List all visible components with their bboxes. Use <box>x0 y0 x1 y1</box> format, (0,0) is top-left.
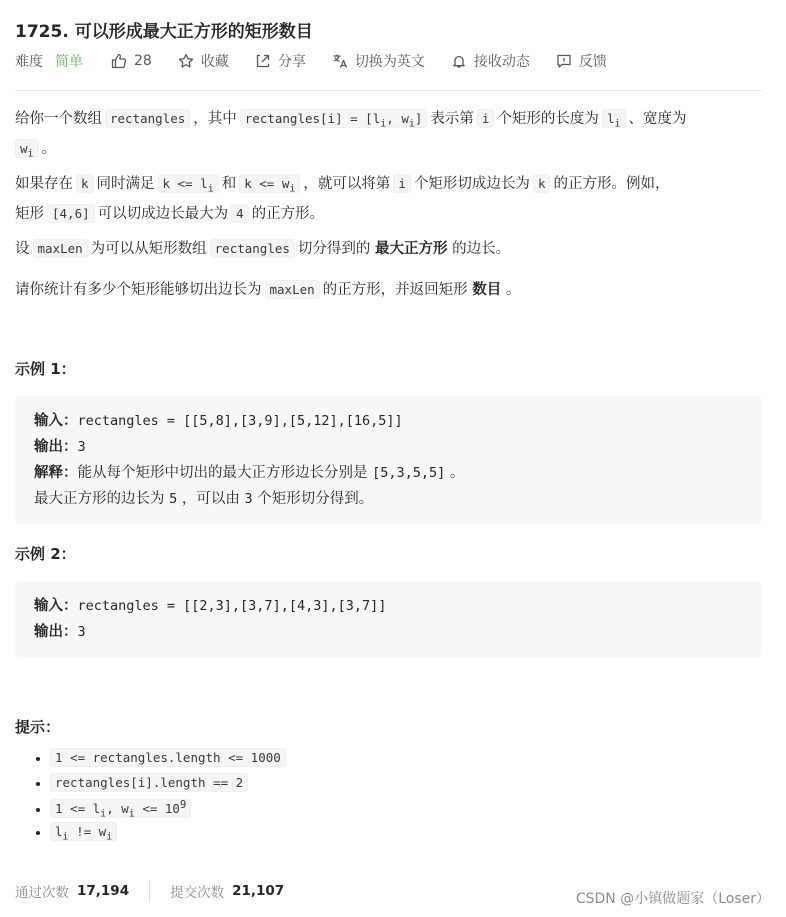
constraint-item: • rectangles[i].length == 2 <box>50 775 286 800</box>
subscribe-button[interactable] <box>451 51 530 71</box>
description-paragraph-1: 给你一个数组 rectangles ，其中 rectangles[i] = [$l_i$, $w_i$] 表示第 i 个矩形的长度为 $l_i$ 、宽度为 $w_i$ 。 <box>15 111 687 159</box>
constraints-list <box>30 750 286 848</box>
feedback-label: 反馈 <box>578 54 607 70</box>
constraint-item: • $1 <= l_i$, $w_i <= 10^9$ <box>50 799 286 824</box>
code-rectangles: rectangles <box>105 109 190 128</box>
strong-max-square: 最大正方形 <box>375 241 448 257</box>
example-2-input: 输入：rectangles = [[2,3],[3,7],[4,3],[3,7]] <box>34 598 387 614</box>
submitted-count: 21,107 <box>232 883 285 899</box>
accepted-label: 通过次数 <box>15 885 69 901</box>
example-2-block <box>15 581 762 657</box>
problem-title: 1725. 可以形成最大正方形的矩形数目 <box>15 22 313 42</box>
code-k-le-li: $k <= l_i$ <box>158 174 219 193</box>
favorite-button[interactable] <box>178 51 229 71</box>
constraint-item: • 1 <= rectangles.length <= 1000 <box>50 750 286 775</box>
feedback-icon <box>556 53 572 69</box>
strong-count: 数目 <box>472 282 502 298</box>
code-i: i <box>477 109 495 128</box>
header-divider <box>15 90 762 91</box>
code-rectangles-i: rectangles[i] = [$l_i$, $w_i$] <box>240 109 428 128</box>
constraints-title: 提示： <box>15 718 61 736</box>
csdn-watermark: CSDN @小镇做题家（Loser） <box>575 891 770 907</box>
code-k-le-wi: $k <= w_i$ <box>239 174 300 193</box>
description-paragraph-4: 请你统计有多少个矩形能够切出边长为 maxLen 的正方形，并返回矩形 数目 。 <box>15 282 521 298</box>
share-button[interactable] <box>255 51 306 71</box>
translate-label: 切换为英文 <box>354 54 425 70</box>
thumbs-up-icon <box>111 53 127 69</box>
code-maxlen: maxLen <box>265 280 320 299</box>
accepted-count: 17,194 <box>77 883 130 899</box>
description-paragraph-3: 设 maxLen 为可以从矩形数组 rectangles 切分得到的 最大正方形 的边长。 <box>15 241 511 257</box>
submission-stats <box>15 880 284 902</box>
code-k: k <box>533 174 551 193</box>
difficulty-value: 简单 <box>55 54 83 70</box>
code-wi: $w_i$ <box>15 139 39 158</box>
like-button[interactable] <box>111 53 152 69</box>
favorite-label: 收藏 <box>200 54 229 70</box>
code-example-rect: [4,6] <box>47 204 95 223</box>
feedback-button[interactable] <box>556 51 607 71</box>
like-count: 28 <box>134 53 152 69</box>
example-1-explanation: 解释：能从每个矩形中切出的最大正方形边长分别是 [5,3,5,5] 。 <box>34 465 465 481</box>
difficulty-label: 难度 <box>15 54 43 70</box>
constraint-item: • $l_i$ != $w_i$ <box>50 824 286 849</box>
code-li: $l_i$ <box>602 109 626 128</box>
example-2-title: 示例 2： <box>15 545 76 563</box>
example-1-title: 示例 1： <box>15 360 76 378</box>
code-maxlen: maxLen <box>33 239 88 258</box>
example-1-input: 输入：rectangles = [[5,8],[3,9],[5,12],[16,5]] <box>34 413 403 429</box>
translate-icon <box>332 53 348 69</box>
share-icon <box>255 53 271 69</box>
subscribe-label: 接收动态 <box>473 54 530 70</box>
example-1-output: 输出：3 <box>34 439 86 455</box>
stats-divider <box>149 880 150 902</box>
translate-button[interactable] <box>332 51 425 71</box>
share-label: 分享 <box>277 54 306 70</box>
code-i: i <box>393 174 411 193</box>
description-paragraph-2: 如果存在 k 同时满足 $k <= l_i$ 和 $k <= w_i$ ，就可以将第 i 个矩形切成边长为 k 的正方形。例如， 矩形 [4,6] 可以切成边长最大为 4 的正方形。 <box>15 176 670 222</box>
code-4: 4 <box>231 204 249 223</box>
example-1-block <box>15 396 762 524</box>
problem-toolbar <box>15 50 633 72</box>
code-k: k <box>76 174 94 193</box>
bell-icon <box>451 53 467 69</box>
submitted-label: 提交次数 <box>170 885 225 901</box>
star-icon <box>178 53 194 69</box>
code-rectangles: rectangles <box>210 239 295 258</box>
example-1-explanation-2: 最大正方形的边长为 5 ，可以由 3 个矩形切分得到。 <box>34 491 374 507</box>
example-2-output: 输出：3 <box>34 624 86 640</box>
